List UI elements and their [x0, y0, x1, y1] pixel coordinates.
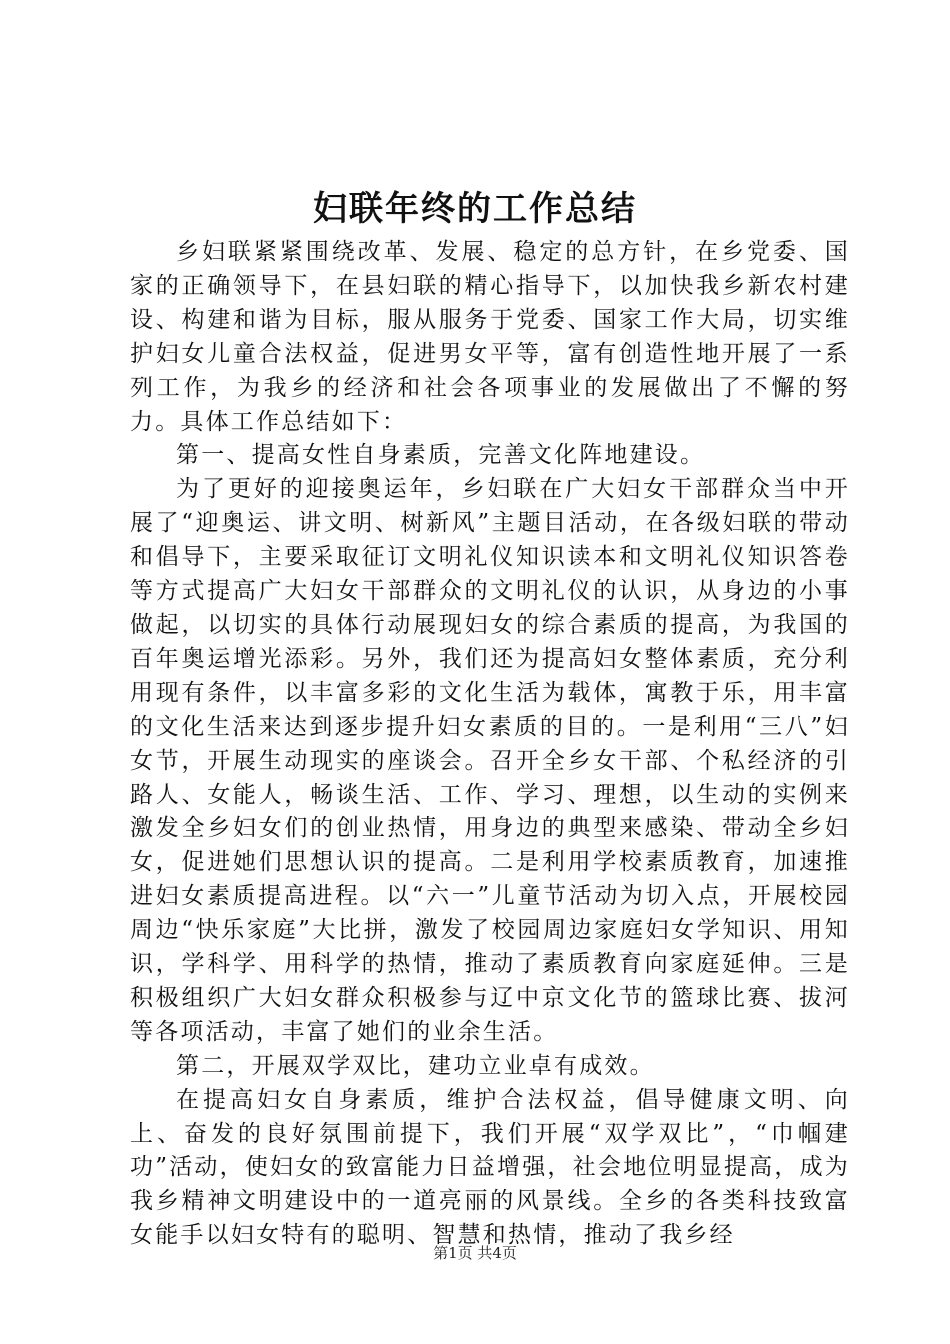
section-heading-1: 第一、提高女性自身素质，完善文化阵地建设。: [176, 442, 706, 469]
paragraph-section-2: 在提高妇女自身素质，维护合法权益，倡导健康文明、向上、奋发的良好氛围前提下，我们开展“双学双比”，“巾帼建功”活动，使妇女的致富能力日益增强，社会地位明显提高，成为我乡精神文明建设中的一道亮丽的风景线。全乡的各类科技致富女能手以妇女特有的聪明、智慧和热情，推动了我乡经: [130, 1086, 850, 1249]
paragraph-section-1: 为了更好的迎接奥运年，乡妇联在广大妇女干部群众当中开展了“迎奥运、讲文明、树新风”主题目活动，在各级妇联的带动和倡导下，主要采取征订文明礼仪知识读本和文明礼仪知识答卷等方式提高广大妇女干部群众的文明礼仪的认识，从身边的小事做起，以切实的具体行动展现妇女的综合素质的提高，为我国的百年奥运增光添彩。另外，我们还为提高妇女整体素质，充分利用现有条件，以丰富多彩的文化生活为载体，寓教于乐，用丰富的文化生活来达到逐步提升妇女素质的目的。一是利用“三八”妇女节，开展生动现实的座谈会。召开全乡女干部、个私经济的引路人、女能人，畅谈生活、工作、学习、理想，以生动的实例来激发全乡妇女们的创业热情，用身边的典型来感染、带动全乡妇女，促进她们思想认识的提高。二是利用学校素质教育，加速推进妇女素质提高进程。以“六一”儿童节活动为切入点，开展校园周边“快乐家庭”大比拼，激发了校园周边家庭妇女学知识、用知识，学科学、用科学的热情，推动了素质教育向家庭延伸。三是积极组织广大妇女群众积极参与辽中京文化节的篮球比赛、拔河等各项活动，丰富了她们的业余生活。: [130, 476, 850, 1045]
document-title: 妇联年终的工作总结: [313, 189, 637, 229]
document-body: [130, 236, 850, 1253]
paragraph-intro: 乡妇联紧紧围绕改革、发展、稳定的总方针，在乡党委、国家的正确领导下，在县妇联的精心指导下，以加快我乡新农村建设、构建和谐为目标，服从服务于党委、国家工作大局，切实维护妇女儿童合法权益，促进男女平等，富有创造性地开展了一系列工作，为我乡的经济和社会各项事业的发展做出了不懈的努力。具体工作总结如下：: [130, 239, 850, 435]
section-heading-2: 第二，开展双学双比，建功立业卓有成效。: [176, 1052, 655, 1079]
page-number-footer: 第1页 共4页: [433, 1244, 517, 1262]
